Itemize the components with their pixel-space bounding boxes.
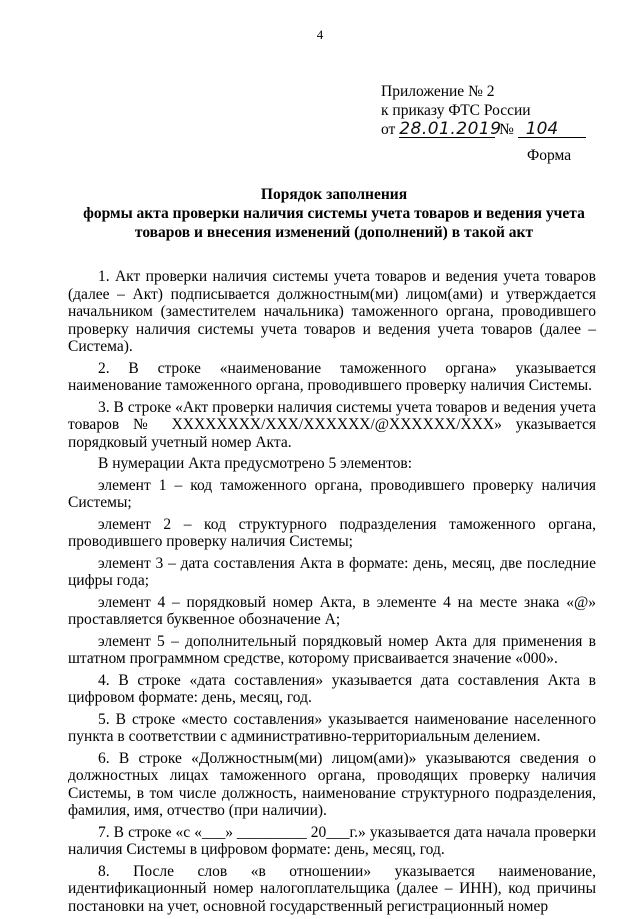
annex-date-number-line (381, 120, 586, 139)
paragraph: 2. В строке «наименование таможенного органа» указывается наименование таможенного органа, проводившего проверку наличия Системы. (68, 359, 596, 394)
handwritten-number: 104 (518, 121, 586, 138)
annex-order-ref: к приказу ФТС России (381, 102, 531, 119)
paragraph: элемент 4 – порядковый номер Акта, в элементе 4 на месте знака «@» проставляется буквенное обозначение А; (68, 593, 596, 628)
annex-block (381, 82, 586, 139)
paragraph: 3. В строке «Акт проверки наличия системы учета товаров и ведения учета товаров № XXXXXXXX/XXX/XXXXXX/@XXXXXX/XXX» указывается порядковый учетный номер Акта. (68, 398, 596, 451)
title-line: Порядок заполнения (260, 186, 408, 203)
title-line: товаров и внесения изменений (дополнений) в такой акт (134, 224, 534, 241)
paragraph: 6. В строке «Должностным(ми) лицом(ами)» указываются сведения о должностных лицах таможенного органа, проводящих проверку наличия Системы, в том числе должность, наименование структурного подразделения, фамилия, имя, отчество (при наличии). (68, 749, 596, 819)
annex-title: Приложение № 2 (381, 83, 495, 100)
from-label: от (381, 121, 396, 138)
document-title (60, 185, 608, 242)
paragraph: 4. В строке «дата составления» указывается дата составления Акта в цифровом формате: день, месяц, год. (68, 671, 596, 706)
paragraph: элемент 2 – код структурного подразделения таможенного органа, проводившего проверку наличия Системы; (68, 515, 596, 550)
number-label: № (499, 121, 514, 138)
form-label: Форма (527, 147, 572, 164)
page-number: 4 (316, 27, 324, 42)
paragraph: 5. В строке «место составления» указывается наименование населенного пункта в соответствии с административно-территориальным делением. (68, 710, 596, 745)
paragraph: 1. Акт проверки наличия системы учета товаров и ведения учета товаров (далее – Акт) подписывается должностным(ми) лицом(ами) и утверждается начальником (заместителем начальника) таможенного органа, проводившего проверку наличия системы учета товаров и ведения учета товаров (далее – Система). (68, 268, 596, 355)
paragraph: В нумерации Акта предусмотрено 5 элементов: (98, 455, 413, 472)
document-body (68, 268, 596, 919)
title-line: формы акта проверки наличия системы учета товаров и ведения учета (83, 205, 585, 222)
paragraph: элемент 1 – код таможенного органа, проводившего проверку наличия Системы; (68, 476, 596, 511)
paragraph: элемент 3 – дата составления Акта в формате: день, месяц, две последние цифры года; (68, 554, 596, 589)
paragraph: 8. После слов «в отношении» указывается наименование, идентификационный номер налогоплательщика (далее – ИНН), код причины постановки на учет, основной государственный регистрационный номер (68, 862, 596, 915)
handwritten-date: 28.01.2019 (399, 119, 502, 139)
paragraph: элемент 5 – дополнительный порядковый номер Акта для применения в штатном программном средстве, которому присваивается значение «000». (68, 632, 596, 667)
paragraph: 7. В строке «с «___» _________ 20___г.» указывается дата начала проверки наличия Системы в цифровом формате: день, месяц, год. (68, 823, 596, 858)
